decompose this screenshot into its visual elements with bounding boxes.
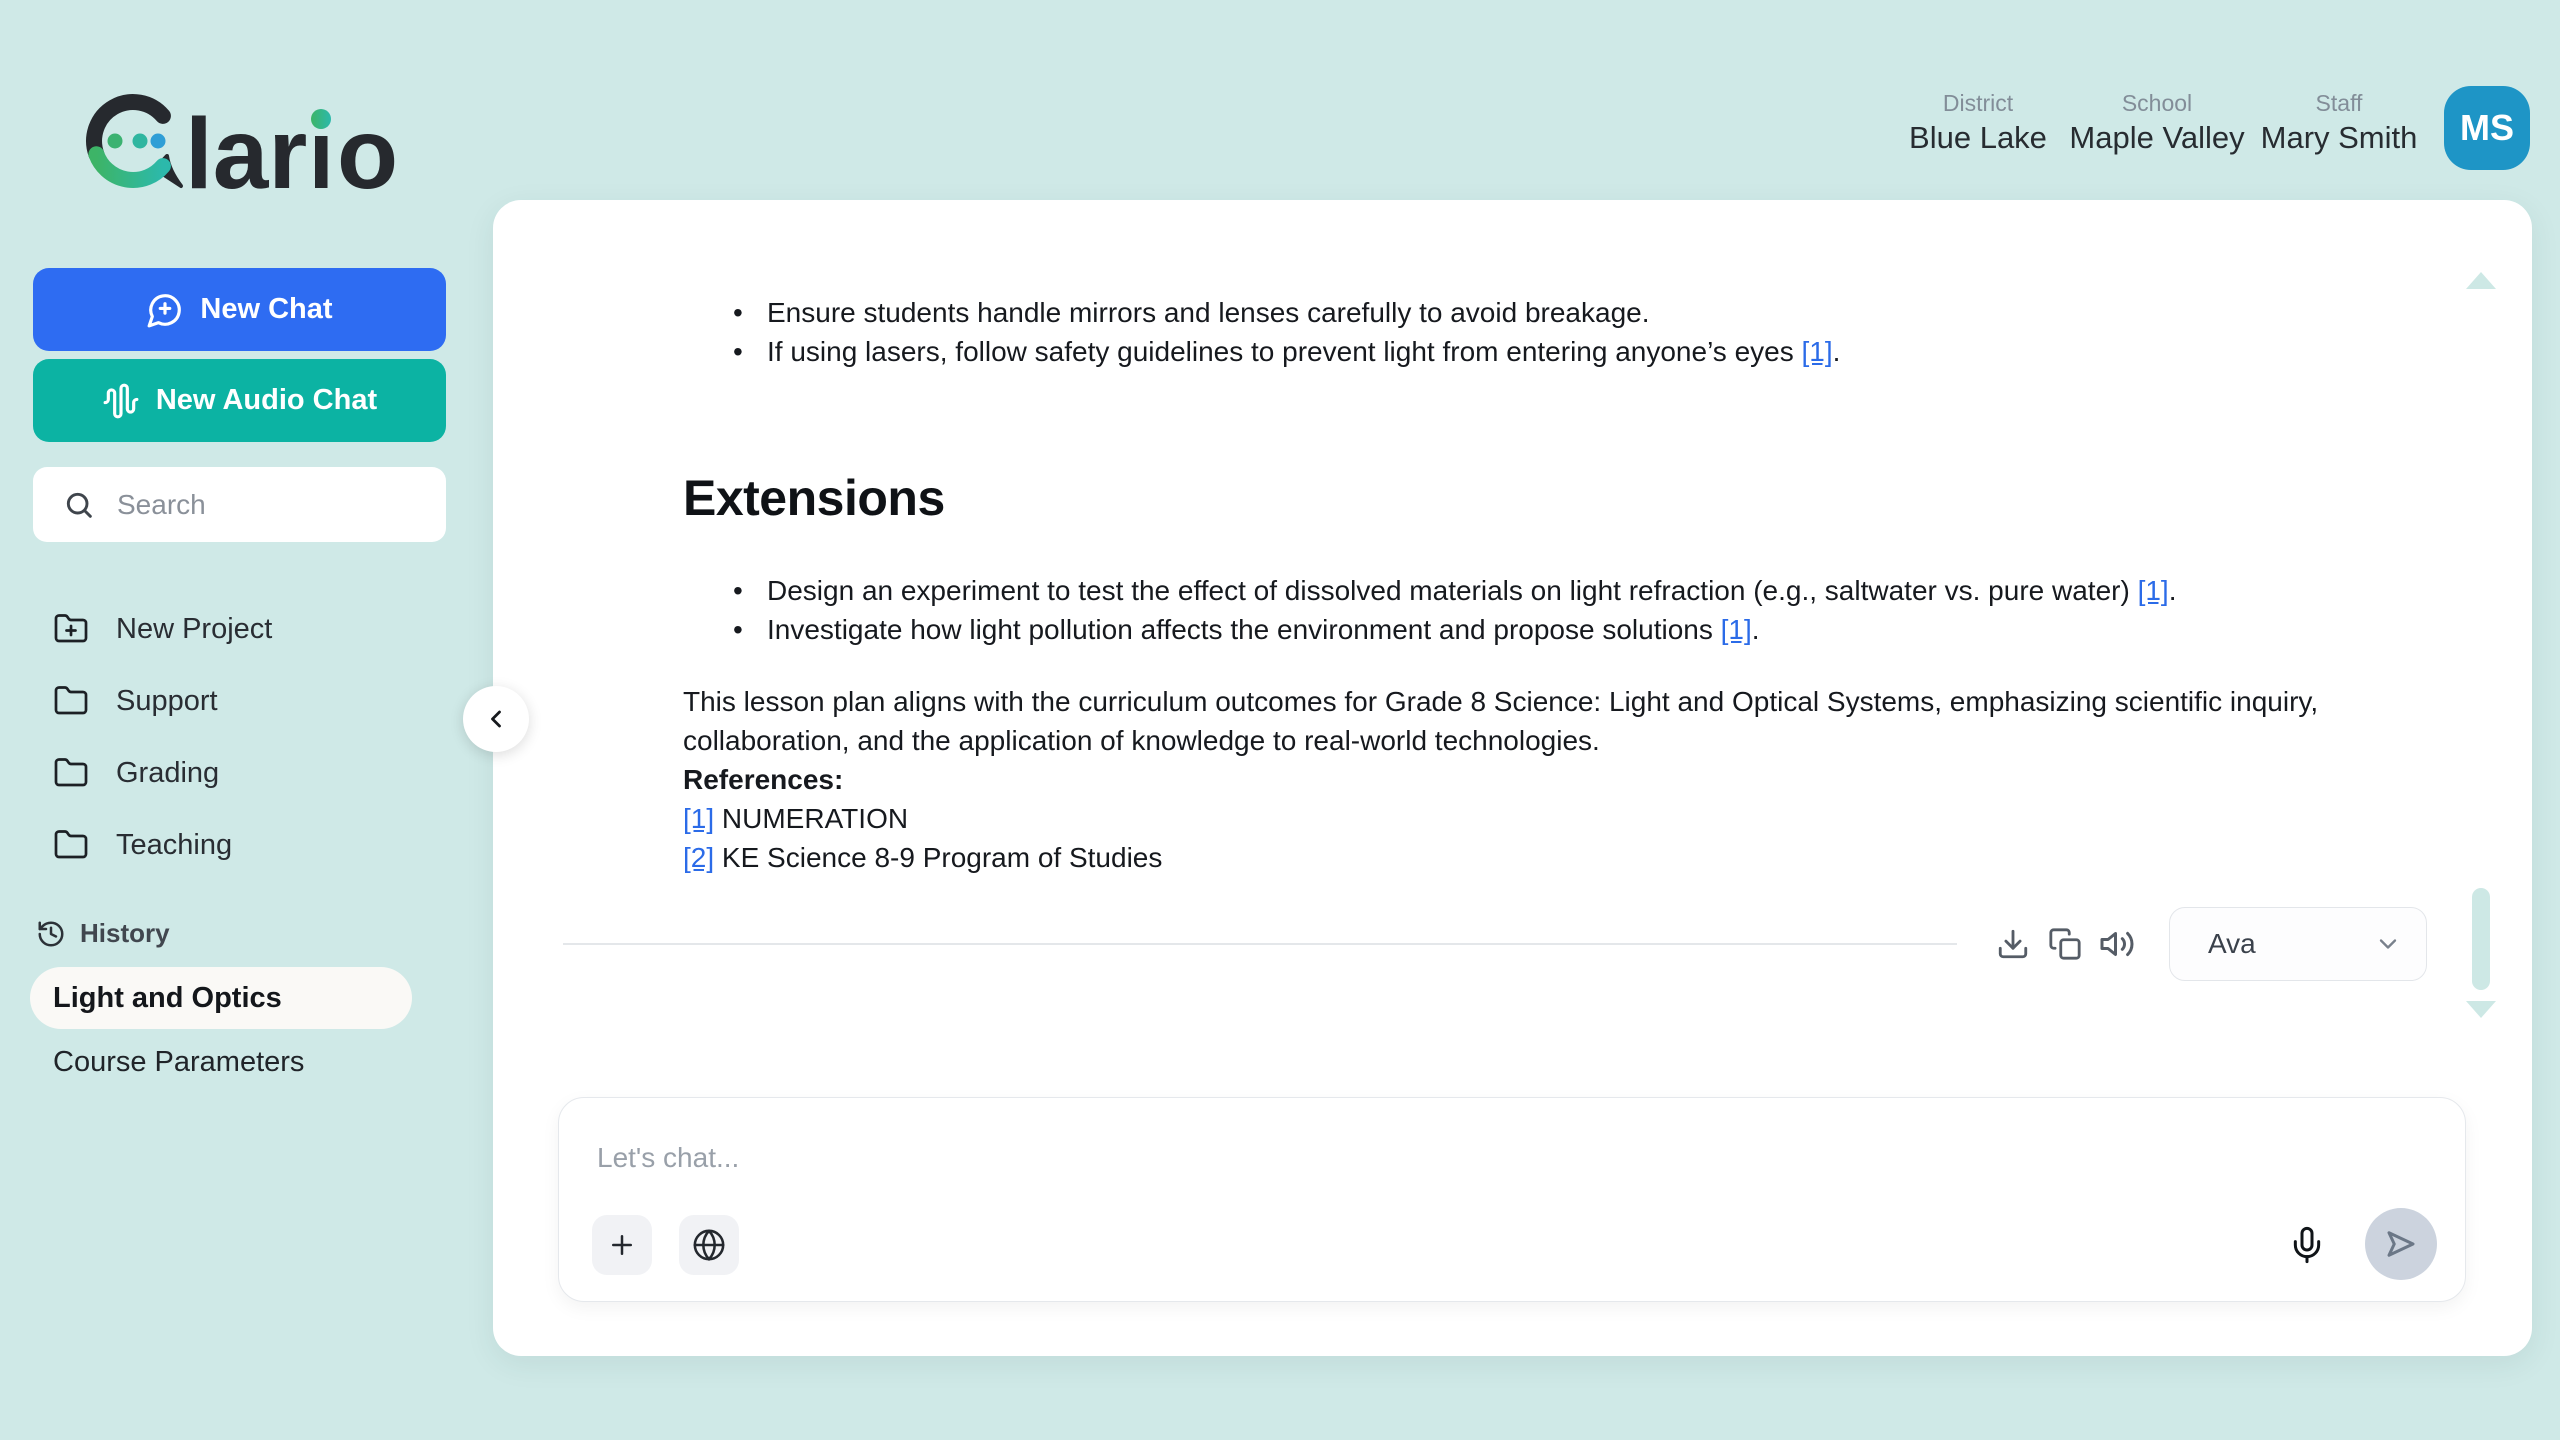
bullet-text: Ensure students handle mirrors and lenses carefully to avoid breakage. xyxy=(767,297,1650,328)
wordmark-i-dot xyxy=(311,109,331,129)
staff-label: Staff xyxy=(2315,90,2363,116)
web-search-button[interactable] xyxy=(679,1215,739,1275)
audio-waveform-icon xyxy=(102,382,140,420)
sidebar-item-label: Teaching xyxy=(116,828,233,861)
extensions-bullet-list xyxy=(683,571,2383,649)
list-item xyxy=(683,293,2383,332)
citation-link[interactable]: [1] xyxy=(2137,575,2169,606)
attach-button[interactable] xyxy=(592,1215,652,1275)
folder-icon xyxy=(53,755,89,791)
district-value: Blue Lake xyxy=(1909,120,2047,155)
folder-icon xyxy=(53,683,89,719)
references-label: References: xyxy=(683,764,844,795)
history-item-label: Light and Optics xyxy=(53,981,282,1014)
history-item-course-parameters[interactable] xyxy=(53,1042,304,1082)
list-item xyxy=(683,610,2383,649)
list-item xyxy=(683,332,2383,371)
bullet-marker: • xyxy=(733,614,743,645)
school-value: Maple Valley xyxy=(2069,120,2245,155)
bullet-suffix: . xyxy=(1751,614,1760,645)
voice-select-dropdown[interactable] xyxy=(2169,907,2427,981)
avatar-initials: MS xyxy=(2460,107,2514,148)
chat-panel xyxy=(493,200,2532,1356)
sidebar-item-label: New Project xyxy=(116,612,273,645)
list-item xyxy=(683,571,2383,610)
globe-icon xyxy=(692,1228,726,1262)
avatar[interactable] xyxy=(2444,86,2530,170)
chevron-down-icon xyxy=(2374,930,2402,958)
new-audio-chat-button[interactable] xyxy=(33,359,446,442)
scrollbar-thumb[interactable] xyxy=(2472,888,2490,990)
scroll-down-arrow[interactable] xyxy=(2466,1001,2496,1018)
send-icon xyxy=(2383,1226,2419,1262)
folder-plus-icon xyxy=(53,611,89,647)
clario-logo xyxy=(85,86,415,204)
citation-link[interactable]: [2] xyxy=(683,842,715,873)
message-toolbar xyxy=(563,906,2427,982)
bullet-text: Design an experiment to test the effect of dissolved materials on light refraction (e.g., saltwater vs. pure water) xyxy=(767,575,2138,606)
school-group xyxy=(2057,88,2257,158)
copy-icon[interactable] xyxy=(2039,918,2091,970)
scroll-up-arrow[interactable] xyxy=(2466,272,2496,289)
sidebar-collapse-button[interactable] xyxy=(463,686,529,752)
send-button[interactable] xyxy=(2365,1208,2437,1280)
search-icon xyxy=(63,489,95,521)
new-audio-chat-label: New Audio Chat xyxy=(155,384,378,416)
extensions-heading: Extensions xyxy=(683,470,945,526)
mic-button[interactable] xyxy=(2287,1225,2327,1265)
new-chat-button[interactable] xyxy=(33,268,446,351)
district-label: District xyxy=(1942,90,2014,116)
wordmark-i-stem xyxy=(315,136,328,188)
reference-line xyxy=(683,838,2383,877)
bullet-marker: • xyxy=(733,336,743,367)
citation-link[interactable]: [1] xyxy=(1801,336,1833,367)
closing-block xyxy=(683,682,2383,877)
speaker-icon[interactable] xyxy=(2091,918,2143,970)
safety-bullet-list xyxy=(683,293,2383,371)
bullet-text: Investigate how light pollution affects the environment and propose solutions xyxy=(767,614,1721,645)
wordmark-start: lar xyxy=(185,98,308,204)
staff-group xyxy=(2239,88,2439,158)
bullet-text: If using lasers, follow safety guidelines to prevent light from entering anyone’s eyes xyxy=(767,336,1802,367)
citation-link[interactable]: [1] xyxy=(683,803,715,834)
history-item-light-and-optics[interactable] xyxy=(30,967,412,1029)
chat-plus-icon xyxy=(146,291,184,329)
reference-text: KE Science 8-9 Program of Studies xyxy=(714,842,1163,873)
sidebar-item-grading[interactable] xyxy=(33,741,446,805)
plus-icon xyxy=(607,1230,637,1260)
history-item-label: Course Parameters xyxy=(53,1045,305,1078)
sidebar-item-teaching[interactable] xyxy=(33,813,446,877)
mic-icon xyxy=(2287,1225,2327,1265)
closing-paragraph: This lesson plan aligns with the curriculum outcomes for Grade 8 Science: Light and Optical Systems, emphasizing scientific inquiry, collaboration, and the application of knowledge to real-world technologies. xyxy=(683,686,2319,756)
sidebar-item-label: Support xyxy=(116,684,218,717)
sidebar-item-label: Grading xyxy=(116,756,220,789)
chevron-left-icon xyxy=(482,705,510,733)
download-icon[interactable] xyxy=(1987,918,2039,970)
history-header xyxy=(36,918,170,949)
reference-line xyxy=(683,799,2383,838)
bullet-marker: • xyxy=(733,575,743,606)
message-divider xyxy=(563,943,1957,945)
staff-value: Mary Smith xyxy=(2260,120,2418,155)
chat-bubble-icon xyxy=(94,102,181,186)
citation-link[interactable]: [1] xyxy=(1720,614,1752,645)
bullet-suffix: . xyxy=(1832,336,1841,367)
district-group xyxy=(1878,88,2078,158)
composer[interactable] xyxy=(558,1097,2466,1302)
sidebar-item-new-project[interactable] xyxy=(33,597,446,661)
bullet-marker: • xyxy=(733,297,743,328)
sidebar-item-support[interactable] xyxy=(33,669,446,733)
search-placeholder: Search xyxy=(117,488,206,520)
history-label: History xyxy=(80,918,170,948)
composer-placeholder: Let's chat... xyxy=(597,1142,740,1173)
voice-select-value: Ava xyxy=(2208,928,2256,959)
search-input[interactable] xyxy=(33,467,446,542)
folder-icon xyxy=(53,827,89,863)
history-icon xyxy=(36,919,66,949)
reference-text: NUMERATION xyxy=(714,803,909,834)
new-chat-label: New Chat xyxy=(200,293,333,325)
wordmark-end: o xyxy=(337,98,399,204)
sidebar xyxy=(0,0,493,1440)
school-label: School xyxy=(2121,90,2193,116)
bullet-suffix: . xyxy=(2168,575,2177,606)
